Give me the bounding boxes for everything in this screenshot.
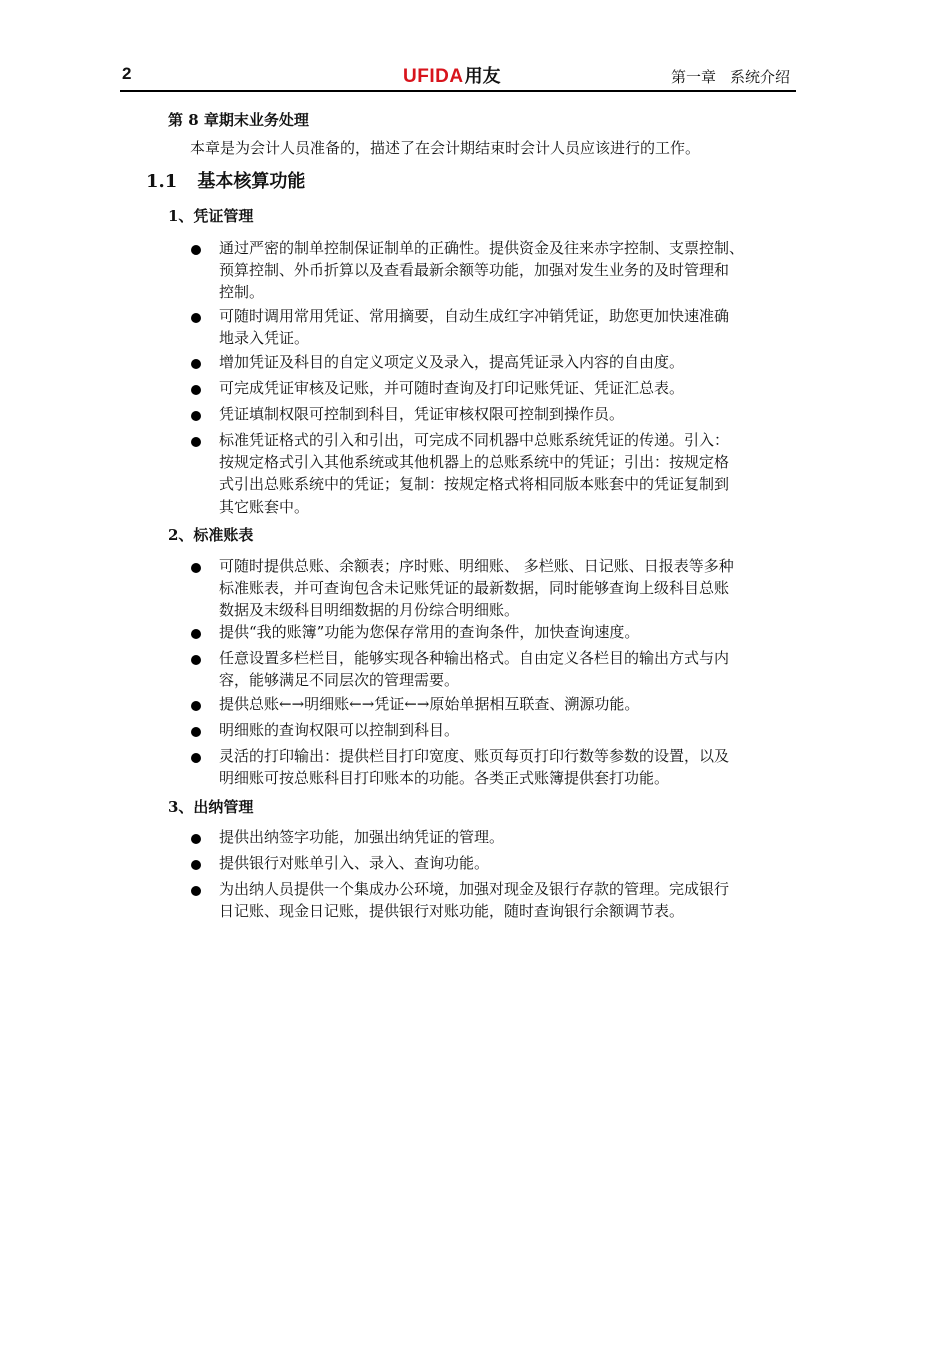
list-item-line: 其它账套中。: [219, 497, 310, 516]
list-item-line: 标准账表，并可查询包含未记账凭证的最新数据，同时能够查询上级科目总账: [219, 579, 730, 598]
list-item-line: 通过严密的制单控制保证制单的正确性。提供资金及往来赤字控制、支票控制、: [219, 239, 745, 257]
bullet-icon: [191, 313, 201, 323]
chapter-name: 系统介绍: [729, 68, 790, 86]
logo-cn-text: 用友: [464, 66, 501, 86]
list-item-line: 凭证填制权限可控制到科目，凭证审核权限可控制到操作员。: [219, 405, 625, 423]
list-item-line: 明细账的查询权限可以控制到科目。: [219, 721, 460, 739]
bullet-icon: [191, 437, 201, 447]
list-item-line: 明细账可按总账科目打印账本的功能。各类正式账簿提供套打功能。: [219, 769, 670, 788]
list-item-line: 可完成凭证审核及记账，并可随时查询及打印记账凭证、凭证汇总表。: [219, 379, 685, 397]
chapter-label: 第一章: [670, 68, 716, 86]
list-item-line: 为出纳人员提供一个集成办公环境，加强对现金及银行存款的管理。完成银行: [219, 880, 730, 898]
list-item-line: 提供出纳签字功能，加强出纳凭证的管理。: [219, 828, 505, 846]
bullet-icon: [191, 701, 201, 711]
list-item-line: 增加凭证及科目的自定义项定义及录入，提高凭证录入内容的自由度。: [219, 353, 685, 371]
bullet-icon: [191, 563, 201, 573]
intro-heading: 第 8 章期末业务处理: [168, 111, 309, 129]
chapter-title: [671, 66, 790, 87]
list-item-line: 式引出总账系统中的凭证；复制：按规定格式将相同版本账套中的凭证复制到: [219, 475, 730, 494]
list-item-line: 可随时提供总账、余额表；序时账、明细账、 多栏账、日记账、日报表等多种: [219, 557, 734, 575]
list-item-line: 预算控制、外币折算以及查看最新余额等功能，加强对发生业务的及时管理和: [219, 261, 730, 280]
subsection-title: 1、凭证管理: [168, 207, 254, 225]
bullet-icon: [191, 886, 201, 896]
section-title: 基本核算功能: [197, 171, 306, 192]
list-item-line: 地录入凭证。: [219, 329, 310, 348]
list-item-line: 控制。: [219, 283, 265, 302]
list-item-line: 任意设置多栏栏目，能够实现各种输出格式。自由定义各栏目的输出方式与内: [219, 649, 730, 667]
bullet-icon: [191, 727, 201, 737]
bullet-icon: [191, 834, 201, 844]
bullet-icon: [191, 655, 201, 665]
bullet-icon: [191, 629, 201, 639]
list-item-line: 提供总账←→明细账←→凭证←→原始单据相互联查、溯源功能。: [219, 695, 640, 713]
list-item-line: 日记账、现金日记账，提供银行对账功能，随时查询银行余额调节表。: [219, 902, 685, 921]
bullet-icon: [191, 860, 201, 870]
intro-text: 本章是为会计人员准备的，描述了在会计期结束时会计人员应该进行的工作。: [190, 139, 701, 157]
list-item-line: 可随时调用常用凭证、常用摘要，自动生成红字冲销凭证，助您更加快速准确: [219, 307, 730, 325]
list-item-line: 容，能够满足不同层次的管理需要。: [219, 671, 460, 690]
list-item-line: 提供银行对账单引入、录入、查询功能。: [219, 854, 490, 872]
bullet-icon: [191, 245, 201, 255]
subsection-title: 2、标准账表: [168, 526, 254, 544]
ufida-logo: [403, 62, 501, 88]
bullet-icon: [191, 753, 201, 763]
bullet-icon: [191, 359, 201, 369]
list-item-line: 灵活的打印输出：提供栏目打印宽度、账页每页打印行数等参数的设置，以及: [219, 747, 730, 765]
list-item-line: 数据及末级科目明细数据的月份综合明细账。: [219, 601, 520, 620]
bullet-icon: [191, 411, 201, 421]
page-header: [120, 62, 796, 92]
list-item-line: 提供“我的账簿”功能为您保存常用的查询条件，加快查询速度。: [219, 623, 640, 641]
bullet-icon: [191, 385, 201, 395]
section-heading: [146, 170, 305, 194]
list-item-line: 标准凭证格式的引入和引出，可完成不同机器中总账系统凭证的传递。引入：: [219, 431, 730, 449]
logo-brand-text: UFIDA: [403, 66, 464, 87]
list-item-line: 按规定格式引入其他系统或其他机器上的总账系统中的凭证；引出：按规定格: [219, 453, 730, 472]
section-number: 1.1: [146, 171, 178, 192]
subsection-title: 3、出纳管理: [168, 798, 254, 816]
page-number: 2: [122, 64, 132, 83]
